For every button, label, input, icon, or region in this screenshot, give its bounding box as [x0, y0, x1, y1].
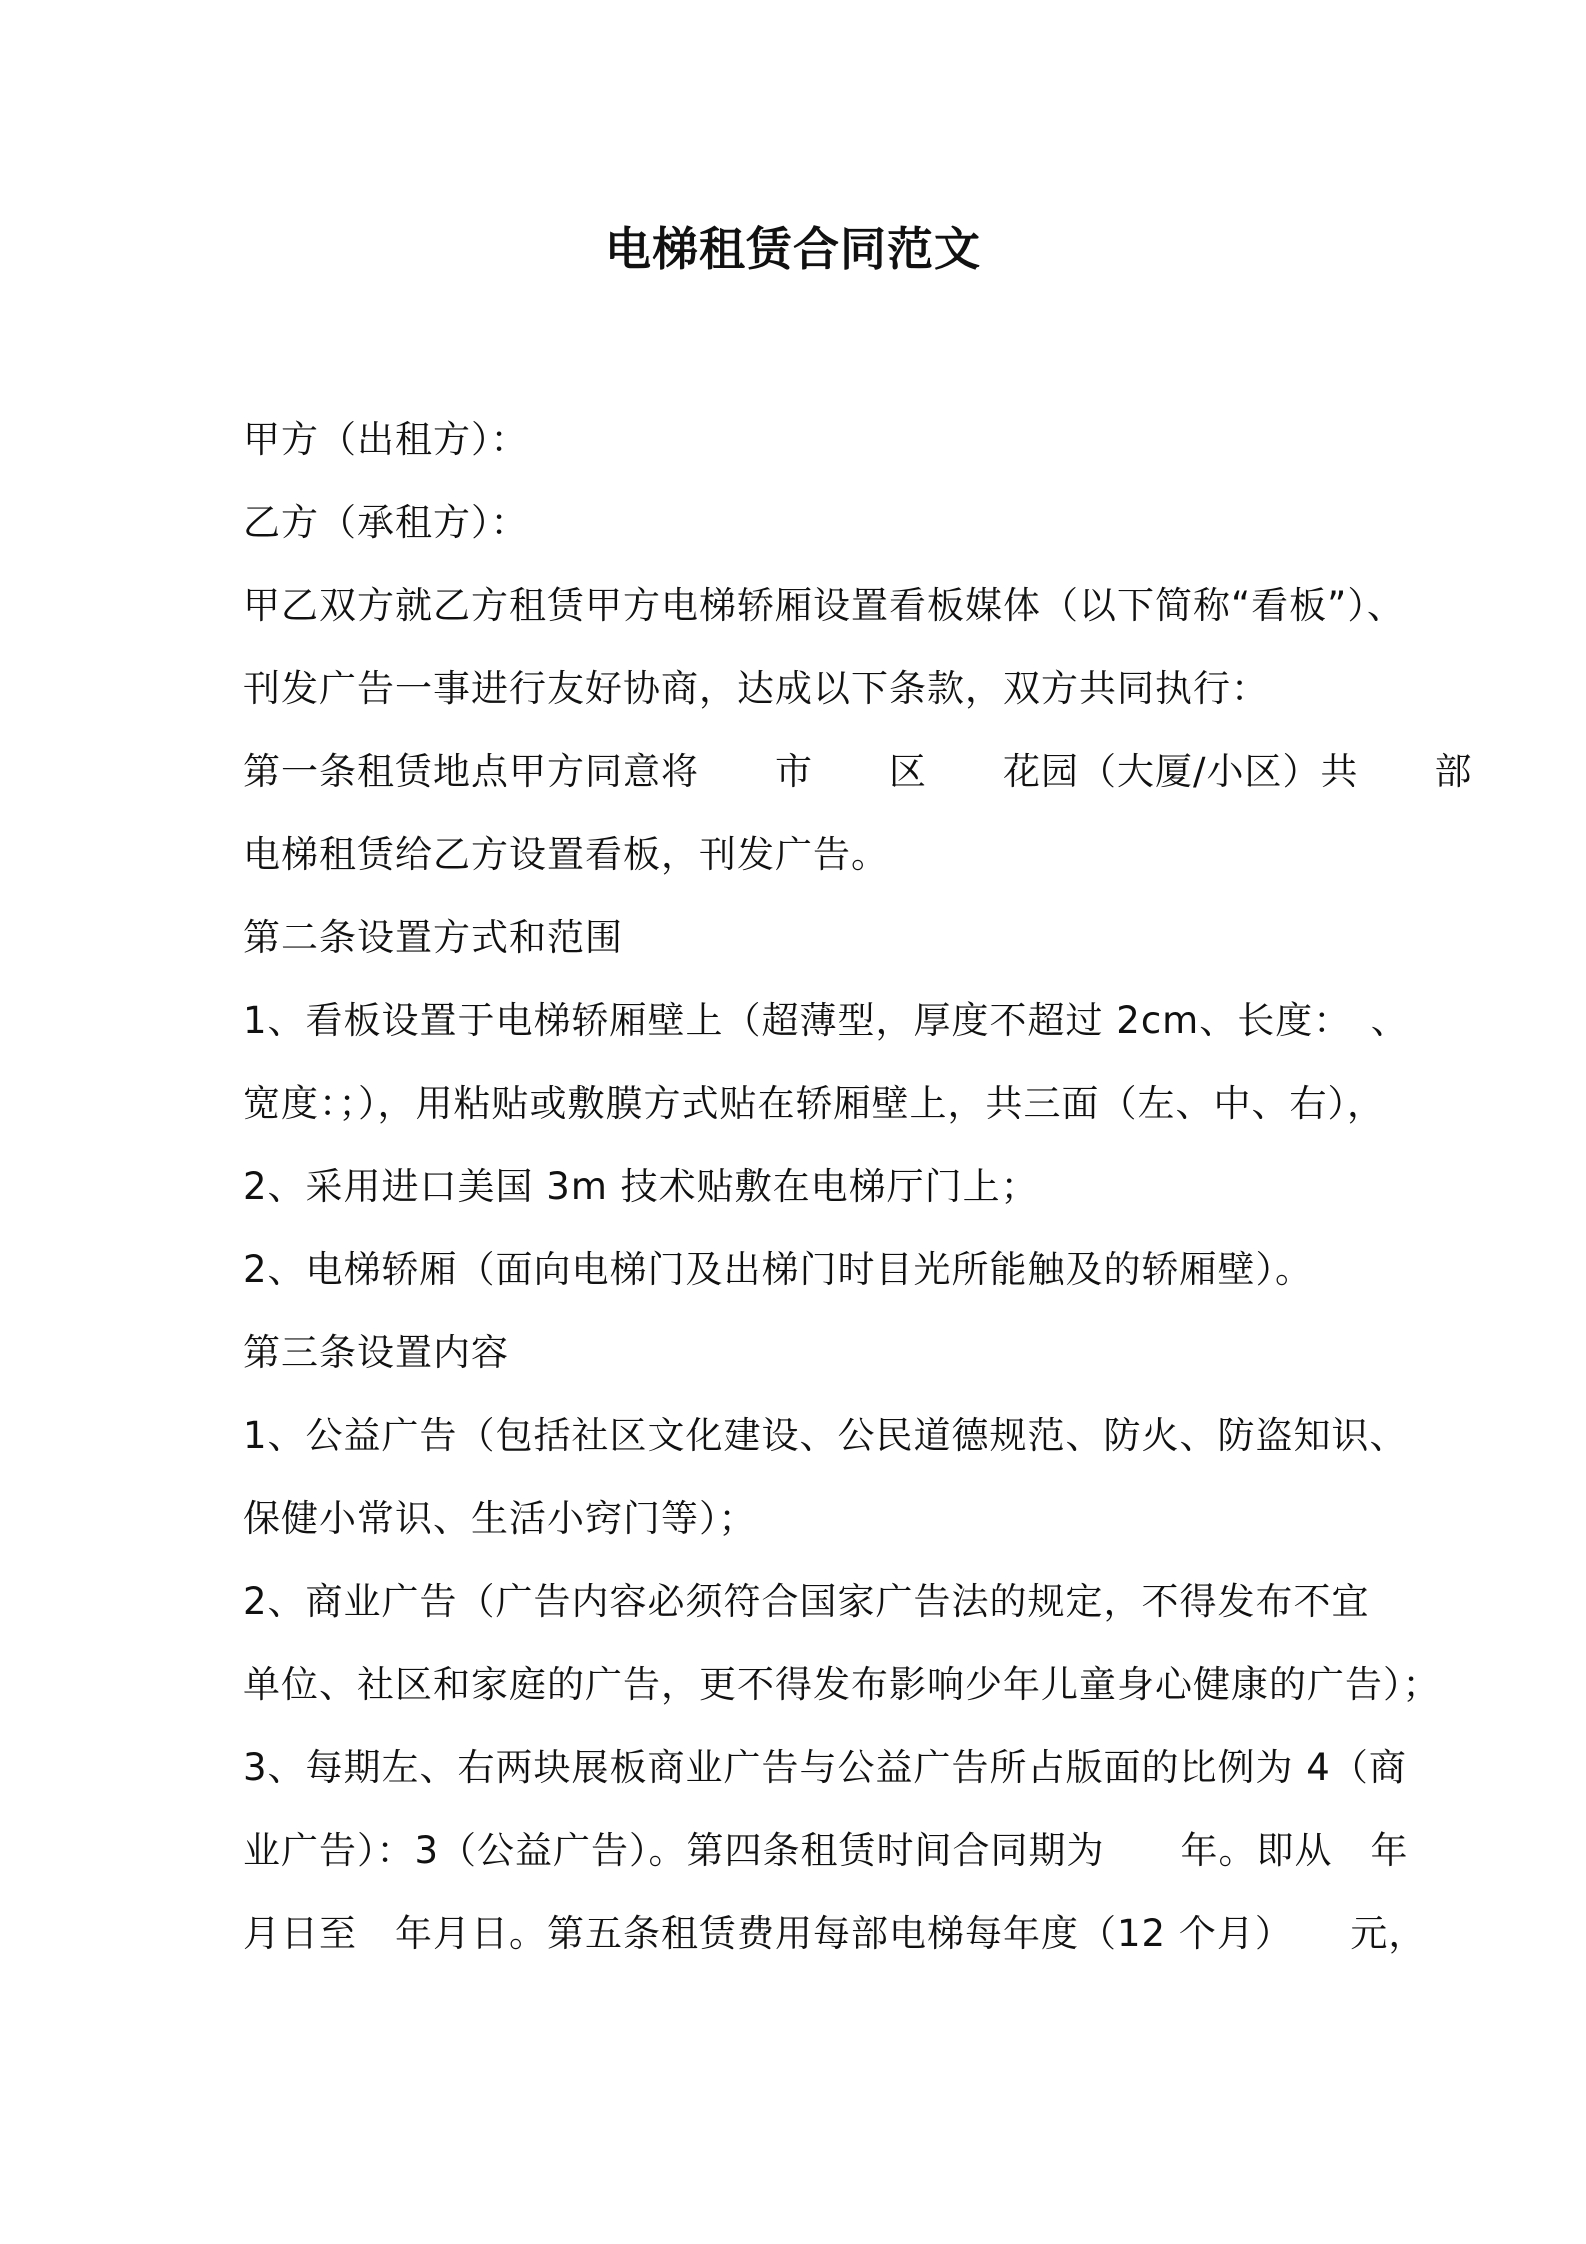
text-line: 业广告）：3（公益广告）。第四条租赁时间合同期为 年。即从 年	[243, 1829, 1409, 1872]
text-line: 2、采用进口美国 3m 技术贴敷在电梯厅门上；	[243, 1165, 1039, 1208]
text-line: 乙方（承租方）：	[243, 501, 529, 544]
text-line: 2、电梯轿厢（面向电梯门及出梯门时目光所能触及的轿厢壁）。	[243, 1248, 1314, 1291]
text-line: 第一条租赁地点甲方同意将 市 区 花园（大厦/小区）共 部	[243, 750, 1473, 793]
text-line: 电梯租赁给乙方设置看板，刊发广告。	[243, 833, 889, 876]
document-title: 电梯租赁合同范文	[605, 222, 981, 276]
text-line: 2、商业广告（广告内容必须符合国家广告法的规定，不得发布不宜	[243, 1580, 1370, 1623]
text-line: 第二条设置方式和范围	[243, 916, 623, 959]
text-line: 甲方（出租方）：	[243, 418, 529, 461]
text-line: 3、每期左、右两块展板商业广告与公益广告所占版面的比例为 4（商	[243, 1746, 1407, 1789]
text-line: 月日至 年月日。第五条租赁费用每部电梯每年度（12 个月） 元，	[243, 1912, 1427, 1955]
text-line: 刊发广告一事进行友好协商，达成以下条款，双方共同执行：	[243, 667, 1269, 710]
document-body	[243, 398, 1473, 1975]
text-line: 1、看板设置于电梯轿厢壁上（超薄型，厚度不超过 2cm、长度： 、	[243, 999, 1409, 1042]
text-line: 单位、社区和家庭的广告，更不得发布影响少年儿童身心健康的广告）；	[243, 1663, 1441, 1706]
text-line: 第三条设置内容	[243, 1331, 509, 1374]
text-line: 宽度：；），用粘贴或敷膜方式贴在轿厢壁上，共三面（左、中、右），	[243, 1082, 1385, 1125]
text-line: 甲乙双方就乙方租赁甲方电梯轿厢设置看板媒体（以下简称“看板”）、	[243, 584, 1405, 627]
text-line: 保健小常识、生活小窍门等）；	[243, 1497, 757, 1540]
text-line: 1、公益广告（包括社区文化建设、公民道德规范、防火、防盗知识、	[243, 1414, 1408, 1457]
